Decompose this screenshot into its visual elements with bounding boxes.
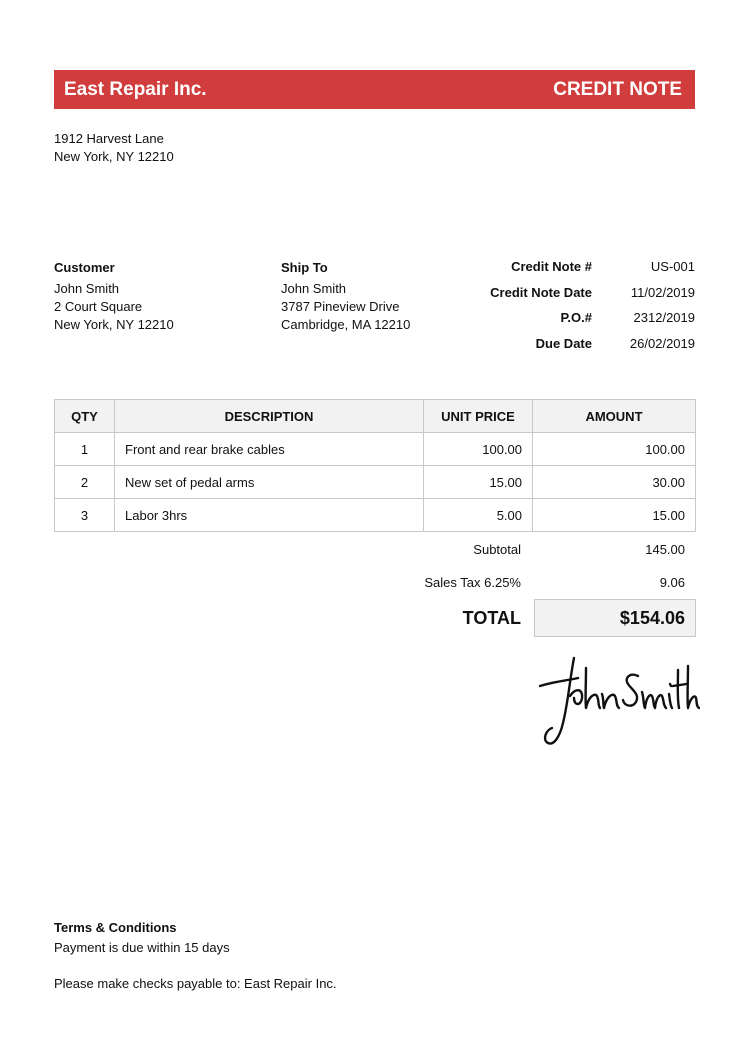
cell-amount: 30.00 (533, 466, 696, 499)
meta-row-po (420, 310, 695, 336)
signature-image (530, 648, 700, 758)
cell-unit-price: 5.00 (424, 499, 533, 532)
sales-tax-row (54, 566, 696, 599)
cell-description: Labor 3hrs (115, 499, 424, 532)
header-bar (54, 70, 695, 109)
cell-unit-price: 100.00 (424, 433, 533, 466)
total-value: $154.06 (619, 608, 685, 628)
company-address-line2: New York, NY 12210 (54, 149, 174, 164)
table-header-row (55, 400, 696, 433)
customer-heading: Customer (54, 260, 115, 275)
cell-amount: 15.00 (533, 499, 696, 532)
column-header-unit-price: UNIT PRICE (424, 400, 533, 433)
meta-value: 26/02/2019 (629, 335, 695, 351)
meta-row-due-date (420, 336, 695, 362)
total-label: TOTAL (462, 608, 521, 628)
table-row (55, 433, 696, 466)
ship-to-block (281, 259, 410, 334)
meta-label: Credit Note # (511, 259, 592, 274)
column-header-amount: AMOUNT (533, 400, 696, 433)
totals-block (54, 533, 696, 637)
terms-heading: Terms & Conditions (54, 920, 177, 935)
sales-tax-label: Sales Tax 6.25% (424, 575, 521, 590)
meta-label: P.O.# (560, 310, 592, 325)
cell-unit-price: 15.00 (424, 466, 533, 499)
terms-line2: Please make checks payable to: East Repair Inc. (54, 976, 337, 991)
cell-qty: 3 (55, 499, 115, 532)
ship-to-heading: Ship To (281, 260, 328, 275)
subtotal-label: Subtotal (473, 542, 521, 557)
customer-block (54, 259, 174, 334)
table-row (55, 499, 696, 532)
line-items-table (54, 399, 696, 532)
cell-qty: 2 (55, 466, 115, 499)
customer-address-line2: New York, NY 12210 (54, 317, 174, 332)
sales-tax-value: 9.06 (659, 575, 685, 590)
subtotal-row (54, 533, 696, 566)
company-name: East Repair Inc. (64, 79, 207, 100)
table-row (55, 466, 696, 499)
meta-row-number (420, 259, 695, 285)
ship-to-address-line1: 3787 Pineview Drive (281, 299, 400, 314)
customer-name: John Smith (54, 281, 120, 296)
document-type: CREDIT NOTE (553, 79, 682, 100)
meta-label: Due Date (535, 335, 592, 351)
ship-to-name: John Smith (281, 281, 347, 296)
meta-value: 2312/2019 (633, 310, 695, 325)
terms-block (54, 918, 337, 994)
cell-description: Front and rear brake cables (115, 433, 424, 466)
customer-address-line1: 2 Court Square (54, 299, 143, 314)
company-address (54, 130, 174, 166)
ship-to-address-line2: Cambridge, MA 12210 (281, 317, 411, 332)
cell-qty: 1 (55, 433, 115, 466)
meta-value: US-001 (650, 259, 695, 274)
column-header-qty: QTY (55, 400, 115, 433)
cell-description: New set of pedal arms (115, 466, 424, 499)
credit-note-meta (420, 259, 695, 361)
subtotal-value: 145.00 (645, 542, 685, 557)
terms-line1: Payment is due within 15 days (54, 940, 230, 955)
cell-amount: 100.00 (533, 433, 696, 466)
total-row (54, 599, 696, 637)
company-address-line1: 1912 Harvest Lane (54, 131, 164, 146)
meta-row-date (420, 285, 695, 311)
meta-value: 11/02/2019 (630, 284, 695, 300)
meta-label: Credit Note Date (490, 284, 592, 300)
column-header-description: DESCRIPTION (115, 400, 424, 433)
